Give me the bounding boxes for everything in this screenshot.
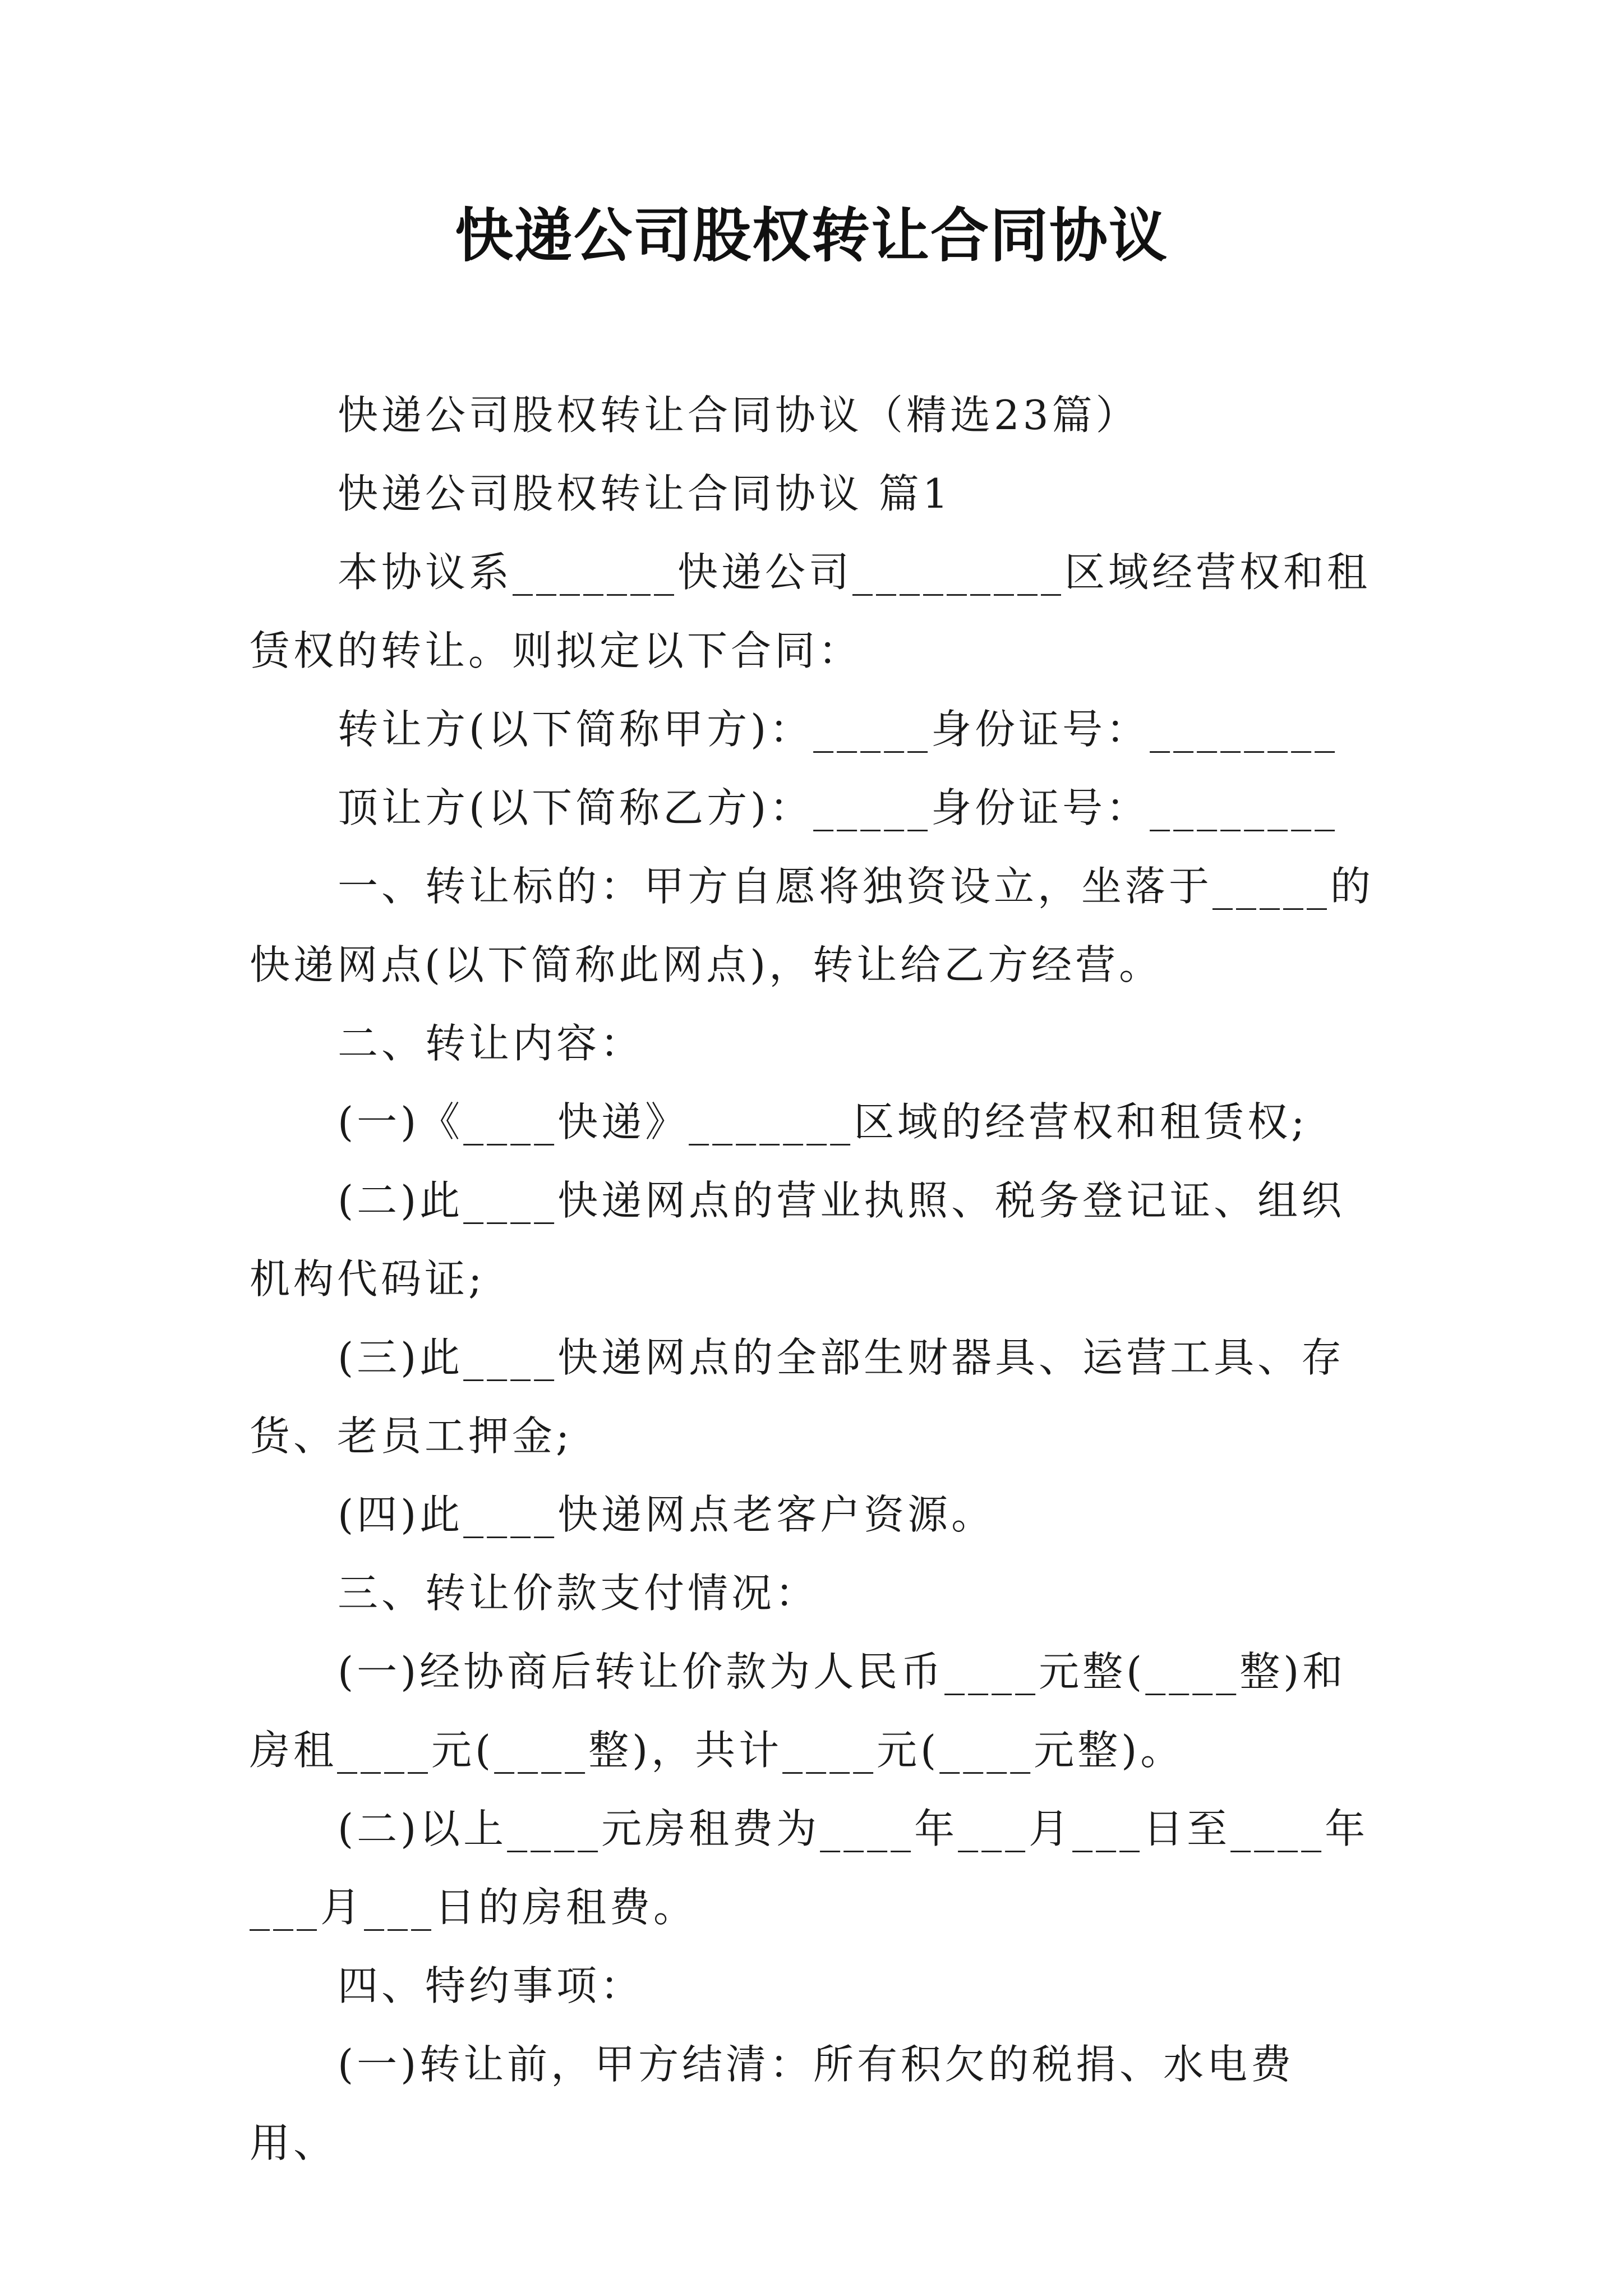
paragraph-clause-3-item-2: (二)以上____元房租费为____年___月___日至____年___月___日的房租费。 <box>250 1805 1369 1931</box>
paragraph-subtitle: 快递公司股权转让合同协议（精选23篇） <box>338 392 1140 439</box>
paragraph-clause-2-item-4: (四)此____快递网点老客户资源。 <box>338 1491 995 1538</box>
paragraph-clause-1: 一、转让标的：甲方自愿将独资设立，坐落于_____的快递网点(以下简称此网点)，转让给乙方经营。 <box>250 863 1375 988</box>
document-title: 快递公司股权转让合同协议 <box>454 201 1168 270</box>
paragraph-clause-4-heading: 四、特约事项： <box>338 1962 644 2009</box>
paragraph-clause-3-heading: 三、转让价款支付情况： <box>338 1570 819 1617</box>
paragraph-transferor: 转让方(以下简称甲方)：_____身份证号：________ <box>338 706 1339 753</box>
paragraph-clause-2-heading: 二、转让内容： <box>338 1020 644 1067</box>
paragraph-clause-2-item-2: (二)此____快递网点的营业执照、税务登记证、组织机构代码证; <box>250 1177 1345 1303</box>
paragraph-clause-2-item-1: (一)《____快递》_______区域的经营权和租赁权; <box>338 1098 1308 1145</box>
paragraph-clause-3-item-1: (一)经协商后转让价款为人民币____元整(____整)和房租____元(____整)，共计____元(____元整)。 <box>250 1648 1347 1774</box>
paragraph-section-heading: 快递公司股权转让合同协议 篇1 <box>338 470 952 517</box>
paragraph-transferee: 顶让方(以下简称乙方)：_____身份证号：________ <box>338 784 1339 831</box>
document-body <box>250 376 1377 2182</box>
paragraph-clause-2-item-3: (三)此____快递网点的全部生财器具、运营工具、存货、老员工押金; <box>250 1334 1345 1460</box>
paragraph-clause-4-item-1: (一)转让前，甲方结清：所有积欠的税捐、水电费用、 <box>250 2041 1295 2166</box>
paragraph-intro: 本协议系_______快递公司_________区域经营权和租赁权的转让。则拟定以下合同： <box>250 549 1371 674</box>
